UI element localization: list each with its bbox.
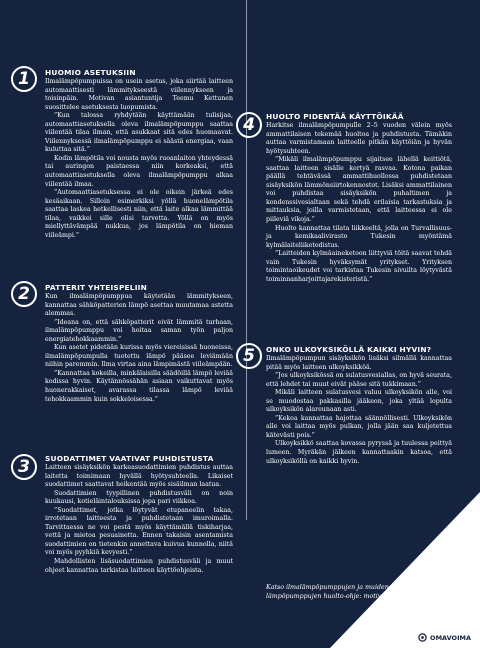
step-number-2-icon: 2 (11, 281, 37, 307)
brand-logo (418, 633, 471, 642)
section-1-paragraph: ”Kun talossa ryhdytään käyttämään tulisijaa, automaattiasetuksella oleva ilmalämpöpumppu saattaa viilentää tilaa ilman, että asukkaat sitä edes huomaavat. Viilennyksessä ilmalämpöpumppu ei säästä energiaa, vaan kuluttaa sitä.” (45, 112, 233, 154)
section-4-paragraph: ”Laitteiden kylmäaineketoon liittyviä töitä saavat tehdä vain Tukesin hyväksymät yritykset. Yrityksen toimintaoikeudet voi tarkistaa Tukesin sivuilta löytyvästä toiminnanharjoittajarekisteristä.” (266, 250, 452, 283)
section-3-paragraph: Suodattimien tyypillinen puhdistusväli on noin kuukausi, kotieläintalouksissa jopa pari viikkoa. (45, 489, 233, 506)
section-3-title: SUODATTIMET VAATIVAT PUHDISTUSTA (45, 454, 214, 463)
section-4-paragraph: Huolto kannattaa tilata liikkeeltä, jolla on Turvallisuus- ja kemikaalivirasto Tukesin myöntämä kylmälaiteliiketodistus. (266, 224, 452, 249)
section-5-paragraph: Mikäli laitteen sulatusvesi valuu ulkoyksikön alle, voi se muodostaa pakkasilla jääkeon, joka yltää lopulta ulkoyksikön alareunaan asti. (266, 389, 452, 414)
section-5 (243, 345, 452, 466)
section-5-paragraph: ”Jos ulkoyksikössä on sulatusvesiallas, on hyvä seurata, että lehdet tai muut eivät pääse sitä tukkimaan.” (266, 372, 452, 388)
section-1-paragraph: Ilmalämpöpumpuissa on usein asetus, joka siirtää laitteen automaattisesti lämmitykseestä viilennykseen ja toisinpäin. Motivan asiantuntija Teemu Kettunen suosittelee asetuksesta luopumista. (45, 78, 233, 111)
section-2-paragraph: Kun asetet pidetään kurissa myös viereisissä huoneissa, ilmalämpöpumpulla tuotettu lämpö pääsee leviämään niihin paremmin. Ilma virtaa aina lämpimästä viileämpään. (45, 344, 233, 369)
section-5-paragraph: Ulkoyksikkö saattaa kovassa pyryssä ja tuulessa peittyä lumeen. Myräkän jälkeen kannattaakin katsoa, että ulkoyksiköllä on kaikki hyvin. (266, 440, 452, 465)
corner-triangle (330, 492, 480, 648)
footer-note: Katso ilmalämpöpumppujen ja muiden lämpöpumppujen huolto-ohje: motiva.fi. (266, 584, 394, 600)
section-3-paragraph: Laitteen sisäyksikön karkeasuodattimien puhdistus auttaa laitetta toimimaan hyvällä hyötysuhteella. Likaiset suodattimet saattavat heikentää myös sisäilman laatua. (45, 464, 233, 489)
section-5-paragraph: Ilmalämpöpumpun sisäyksikön lisäksi silmällä kannattaa pitää myös laitteen ulkoyksikköä. (266, 355, 452, 371)
column-divider (246, 0, 247, 520)
section-1-paragraph: ”Automaattiasetuksessa ei ole oikein järkeä edes kesäaikaan. Silloin esimerkiksi yöllä huonelämpötila saattaa laskea hetkellisesti niin, että laite alkaa lämmittää tilaa, vaikkei sille olisi tarvetta. Yöllä on myös miellyttävämpää nukkua, jos lämpötila on hieman viileämpi.” (45, 189, 233, 239)
section-4 (243, 112, 452, 284)
step-number-1-icon: 1 (11, 66, 37, 92)
step-number-3-icon: 3 (11, 454, 37, 480)
step-number-5-icon: 5 (236, 343, 262, 369)
section-3 (18, 454, 233, 575)
section-2 (18, 283, 233, 404)
omavoima-logo-icon (418, 633, 427, 642)
brand-name: OMAVOIMA (430, 633, 471, 642)
section-1 (18, 68, 233, 240)
section-4-paragraph: ”Mikäli ilmalämpöpumppu sijaitsee lähellä keittiötä, saattaa laitteen sisälle kertyä rasvaa. Kotona paikan päällä tehtävässä ammattihuollossa puhdistetaan sisäyksikön lämmönsiirtokennostot. Lisäksi ammattilainen voi puhdistaa sisäyksikön puhaltimen ja kondenssivesialtaan sekä tehdä erilaisia tarkastuksia ja mittauksia, joilla varmistetaan, että laitteessa ei ole piileviä vikoja.” (266, 156, 452, 224)
section-2-title: PATTERIT YHTEISPELIIN (45, 283, 147, 292)
section-4-paragraph: Harkitse ilmalämpöpumpulle 2–5 vuoden välein myös ammattilaisen tekemää huoltoa ja puhdistusta. Tämäkin auttaa varmistamaan laitteelle pitkän käyttöiän ja hyvän hyötysuhteen. (266, 122, 452, 155)
section-3-paragraph: Mahdollisten lisäsuodattimien puhdistusväli ja muut ohjeet kannattaa tarkistaa laitteen käyttöohjeista. (45, 558, 233, 574)
section-2-paragraph: Kun ilmalämpöpumppua käytetään lämmitykseen, kannattaa sähköpatterien lämpö asettaa muutamaa astetta alemmas. (45, 293, 233, 318)
section-4-title: HUOLTO PIDENTÄÄ KÄYTTÖIKÄÄ (266, 112, 404, 121)
step-number-4-icon: 4 (236, 112, 262, 138)
section-1-title: HUOMIO ASETUKSIIN (45, 68, 136, 77)
section-3-paragraph: ”Suodattimet, jotka löytyvät etupaneelin takaa, irrotetaan laitteesta ja puhdistetaan imuroimalla. Tarvittaessa ne voi pestä myös käyttämällä tiskiharjaa, vettä ja mietoa pesuainetta. Ennen takaisin asentamista suodattimien on tietenkin annettava kuivua kunnolla, niitä voi myös pyyhkiä kevyesti.” (45, 506, 233, 557)
section-2-paragraph: ”Ideana on, että sähköpatterit eivät lämmitä turhaan, ilmalämpöpumppu voi hoitaa saman työn paljon energiatehokkaammin.” (45, 318, 233, 343)
section-1-paragraph: Kodin lämpötila voi nousta myös ruoanlaiton yhteydessä tai auringon paistaessa niin korkeaksi, että automaattiasetuksella oleva ilmalämpöpumppu alkaa viilentää ilmaa. (45, 154, 233, 188)
section-2-paragraph: ”Kannattaa kokeilla, minkälaisilla säädöillä lämpö leviää kodissa hyvin. Käytännössähän asiaan vaikuttavat myös huonerakkaiset, avarassa tilassa lämpö leviää tehokkaammin kuin sokkeloisessa.” (45, 369, 233, 403)
section-5-paragraph: ”Kekoa kannattaa hajottaa säännöllisesti. Ulkoyksikön alle voi laittaa myös pulkan, jolla jään saa kuljetettua kätevästi pois.” (266, 414, 452, 439)
section-5-title: ONKO ULKOYKSIKÖLLÄ KAIKKI HYVIN? (266, 345, 432, 354)
